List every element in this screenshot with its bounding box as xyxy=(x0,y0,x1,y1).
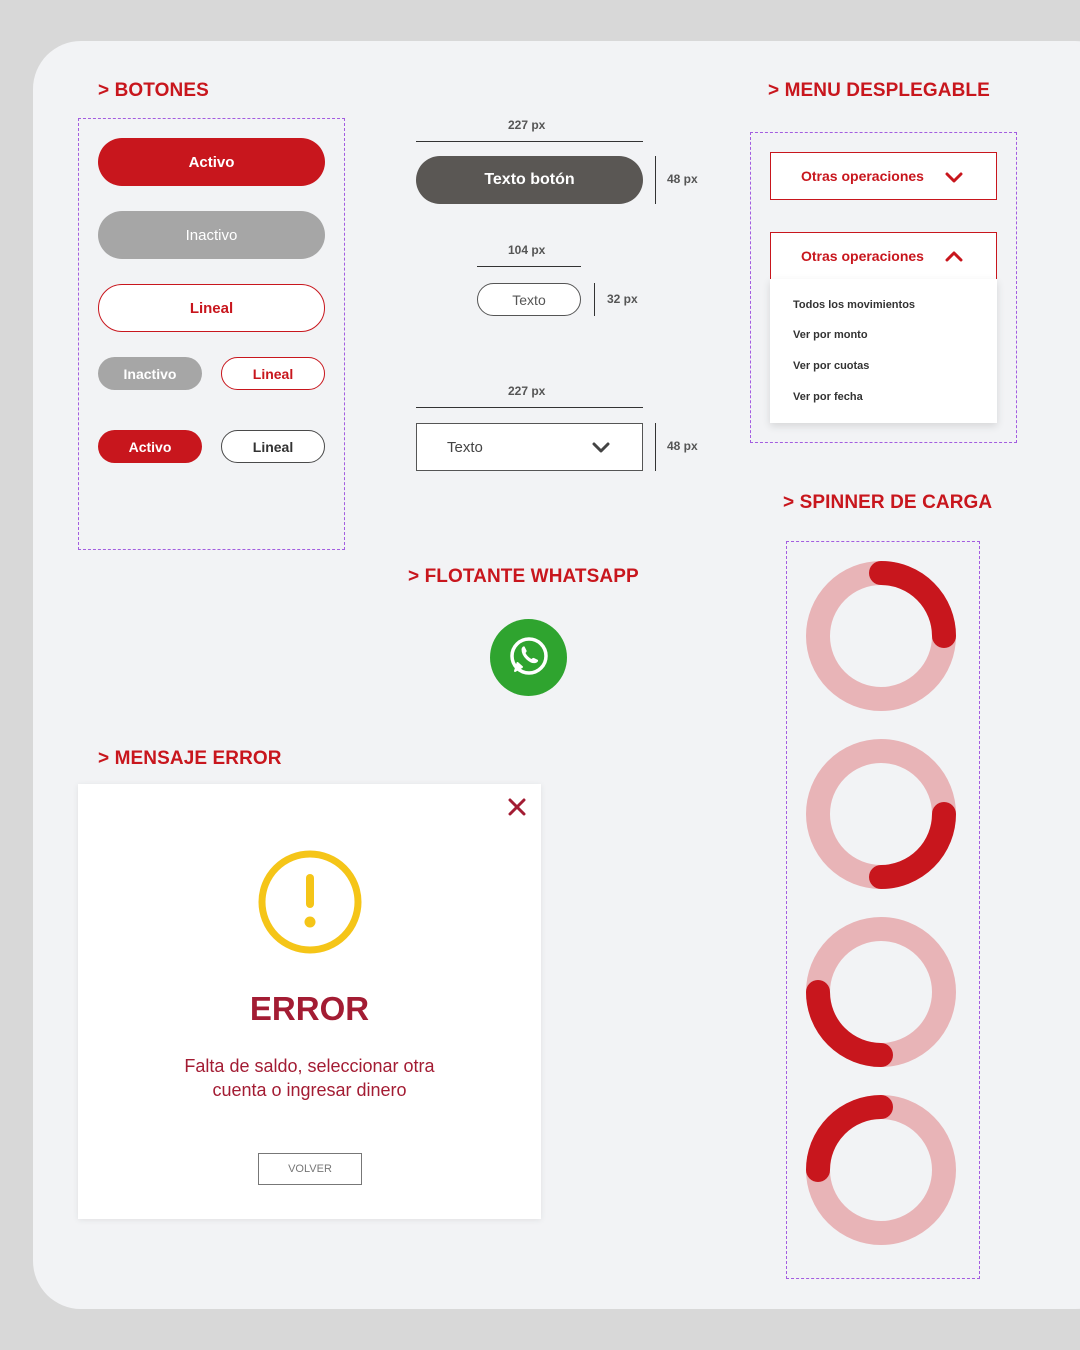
inactivo-button-large[interactable]: Inactivo xyxy=(98,211,325,259)
whatsapp-icon[interactable] xyxy=(490,619,567,696)
width-measure-line xyxy=(416,407,643,408)
error-modal xyxy=(78,784,541,1219)
large-button-width-label: 227 px xyxy=(508,118,546,132)
section-title-spinner: > SPINNER DE CARGA xyxy=(783,492,993,513)
dropdown-label: Otras operaciones xyxy=(801,248,924,264)
dropdown-item[interactable]: Ver por monto xyxy=(793,329,868,341)
section-title-error: > MENSAJE ERROR xyxy=(98,748,282,769)
dropdown-item[interactable]: Ver por cuotas xyxy=(793,360,870,372)
height-measure-line xyxy=(655,156,656,204)
volver-button[interactable]: VOLVER xyxy=(258,1153,362,1185)
error-message-line1: Falta de saldo, seleccionar otra xyxy=(184,1056,435,1076)
warning-icon xyxy=(256,848,364,956)
activo-button-large[interactable]: Activo xyxy=(98,138,325,186)
section-title-whatsapp: > FLOTANTE WHATSAPP xyxy=(408,566,639,587)
select-width-label: 227 px xyxy=(508,384,546,398)
chevron-up-icon xyxy=(945,250,963,263)
section-title-menu: > MENU DESPLEGABLE xyxy=(768,80,990,101)
error-message-line2: cuenta o ingresar dinero xyxy=(212,1080,407,1100)
select-height-label: 48 px xyxy=(667,439,698,453)
width-measure-line xyxy=(416,141,643,142)
large-button-height-label: 48 px xyxy=(667,172,698,186)
dropdown-open[interactable] xyxy=(770,232,997,280)
small-button-width-label: 104 px xyxy=(508,243,546,257)
chevron-down-icon xyxy=(945,171,963,184)
select-value: Texto xyxy=(447,438,483,456)
sample-select[interactable] xyxy=(416,423,643,471)
dropdown-label: Otras operaciones xyxy=(801,168,924,184)
width-measure-line xyxy=(477,266,581,267)
activo-button-small[interactable]: Activo xyxy=(98,430,202,463)
lineal-button-small-red[interactable]: Lineal xyxy=(221,357,325,390)
lineal-button-small-dark[interactable]: Lineal xyxy=(221,430,325,463)
dropdown-item[interactable]: Todos los movimientos xyxy=(793,299,916,311)
height-measure-line xyxy=(594,283,595,316)
section-title-botones: > BOTONES xyxy=(98,80,209,101)
error-title: ERROR xyxy=(249,990,370,1027)
sample-small-button[interactable]: Texto xyxy=(477,283,581,316)
spinner-arc xyxy=(881,814,944,877)
spinner-arc xyxy=(818,992,881,1055)
spinner-arc xyxy=(818,1107,881,1170)
inactivo-button-small[interactable]: Inactivo xyxy=(98,357,202,390)
dropdown-item[interactable]: Ver por fecha xyxy=(793,391,863,403)
spinner-frames xyxy=(796,550,966,1270)
sample-large-button[interactable]: Texto botón xyxy=(416,156,643,204)
small-button-height-label: 32 px xyxy=(607,292,638,306)
height-measure-line xyxy=(655,423,656,471)
close-icon[interactable] xyxy=(507,797,527,817)
dropdown-closed[interactable] xyxy=(770,152,997,200)
dropdown-list xyxy=(770,279,997,423)
chevron-down-icon xyxy=(592,441,610,454)
spinner-arc xyxy=(881,573,944,636)
lineal-button-large[interactable]: Lineal xyxy=(98,284,325,332)
